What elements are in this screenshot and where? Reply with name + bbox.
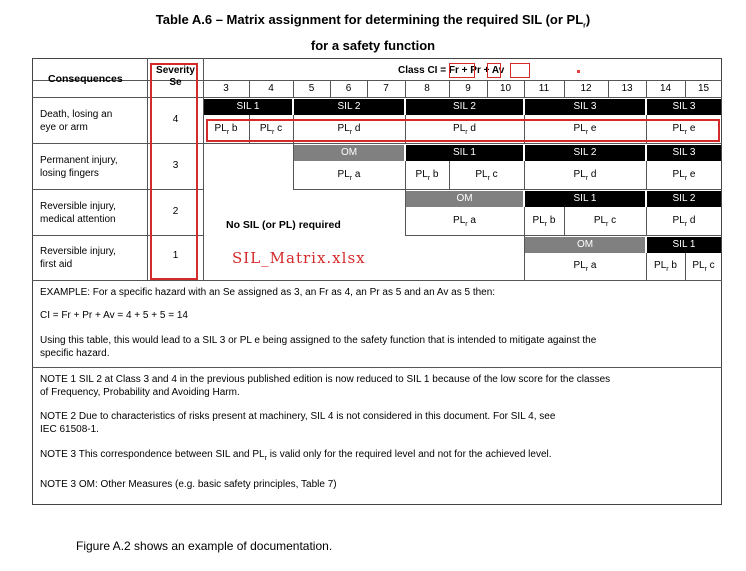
pl-cell: $PL_r$ d	[453, 123, 476, 136]
sil-bar: SIL 1	[525, 191, 645, 207]
class-number: 11	[538, 83, 550, 94]
example-formula: CI = Fr + Pr + Av = 4 + 5 + 5 = 14	[40, 310, 188, 321]
class-number: 8	[424, 83, 430, 94]
sil-bar: SIL 3	[525, 99, 645, 115]
pl-cell: $PL_r$ a	[337, 169, 361, 182]
figure-reference: Figure A.2 shows an example of documentation.	[76, 539, 333, 553]
sil-bar: SIL 2	[294, 99, 404, 115]
sil-bar: SIL 2	[525, 145, 645, 161]
pl-cell: $PL_r$ c	[475, 169, 498, 182]
pl-cell: $PL_r$ c	[593, 215, 617, 228]
om-bar: OM	[406, 191, 523, 207]
note-1: NOTE 1 SIL 2 at Class 3 and 4 in the previous published edition is now reduced to SIL 1 because of the low score for the classes of Frequency, Probability and Avoiding Harm.	[40, 374, 611, 398]
no-sil-label: No SIL (or PL) required	[226, 219, 341, 231]
pl-cell: $PL_r$ c	[692, 260, 715, 273]
pl-cell: $PL_r$ e	[573, 123, 597, 136]
class-number: 3	[223, 83, 229, 94]
pl-cell: $PL_r$ b	[654, 260, 677, 273]
highlight-row-se4	[206, 119, 720, 142]
class-number: 10	[499, 83, 512, 94]
row-severity: 1	[172, 250, 179, 261]
pl-cell: $PL_r$ c	[259, 123, 283, 136]
sil-bar: SIL 1	[647, 237, 721, 253]
sil-bar: SIL 2	[647, 191, 721, 207]
class-number: 5	[308, 83, 315, 94]
file-label: SIL_Matrix.xlsx	[232, 249, 366, 267]
class-number: 6	[345, 83, 352, 94]
example-line: EXAMPLE: For a specific hazard with an Se assigned as 3, an Fr as 4, an Pr as 5 and an Av as 5 then:	[40, 287, 496, 298]
sil-bar: SIL 2	[406, 99, 523, 115]
class-number: 9	[465, 83, 471, 94]
row-consequence: Death, losing an eye or arm	[40, 109, 113, 133]
om-bar: OM	[525, 237, 645, 253]
pl-cell: $PL_r$ d	[672, 215, 696, 228]
sil-bar: SIL 1	[204, 99, 292, 115]
class-number: 14	[659, 83, 672, 94]
pl-cell: $PL_r$ a	[573, 260, 597, 273]
pl-cell: $PL_r$ b	[214, 123, 238, 136]
class-number: 4	[268, 83, 274, 94]
pl-cell: $PL_r$ b	[415, 169, 439, 182]
example-conclusion: Using this table, this would lead to a SIL 3 or PL e being assigned to the safety function that is intended to mitigate against the specific hazard.	[40, 335, 597, 359]
note-2: NOTE 2 Due to characteristics of risks present at machinery, SIL 4 is not considered in this document. For SIL 4, see IEC 61508-1.	[40, 411, 556, 435]
pl-cell: $PL_r$ b	[532, 215, 556, 228]
row-consequence: Reversible injury, first aid	[40, 246, 116, 270]
row-consequence: Permanent injury, losing fingers	[40, 155, 118, 179]
class-number: 12	[580, 83, 592, 94]
note-3: NOTE 3 This correspondence between SIL and $PL_r$ is valid only for the required level and not for the achieved level.	[40, 449, 552, 462]
highlight-av	[510, 63, 530, 78]
om-bar: OM	[294, 145, 404, 161]
class-number: 13	[621, 83, 633, 94]
row-severity: 2	[172, 206, 179, 217]
highlight-severity-column	[150, 63, 198, 280]
header-severity: Severity Se	[156, 65, 195, 88]
class-number: 7	[383, 83, 389, 94]
row-severity: 3	[172, 160, 179, 171]
class-number: 15	[697, 83, 710, 94]
header-consequences: Consequences	[48, 73, 123, 85]
sil-bar: SIL 3	[647, 145, 721, 161]
row-consequence: Reversible injury, medical attention	[40, 201, 116, 225]
highlight-pr	[487, 63, 501, 78]
red-dot-mark	[577, 70, 580, 73]
pl-cell: $PL_r$ e	[672, 123, 696, 136]
row-severity: 4	[172, 114, 179, 125]
header-class: Class CI = Fr + Pr + Av	[398, 65, 505, 76]
table-title: Table A.6 – Matrix assignment for determining the required SIL (or $PL_r$) for a safety function	[155, 12, 591, 53]
highlight-fr	[449, 63, 475, 78]
pl-cell: $PL_r$ a	[453, 215, 476, 228]
note-4: NOTE 3 OM: Other Measures (e.g. basic safety principles, Table 7)	[40, 479, 337, 490]
pl-cell: $PL_r$ d	[337, 123, 361, 136]
sil-bar: SIL 1	[406, 145, 523, 161]
pl-cell: $PL_r$ d	[573, 169, 597, 182]
sil-bar: SIL 3	[647, 99, 721, 115]
pl-cell: $PL_r$ e	[672, 169, 696, 182]
